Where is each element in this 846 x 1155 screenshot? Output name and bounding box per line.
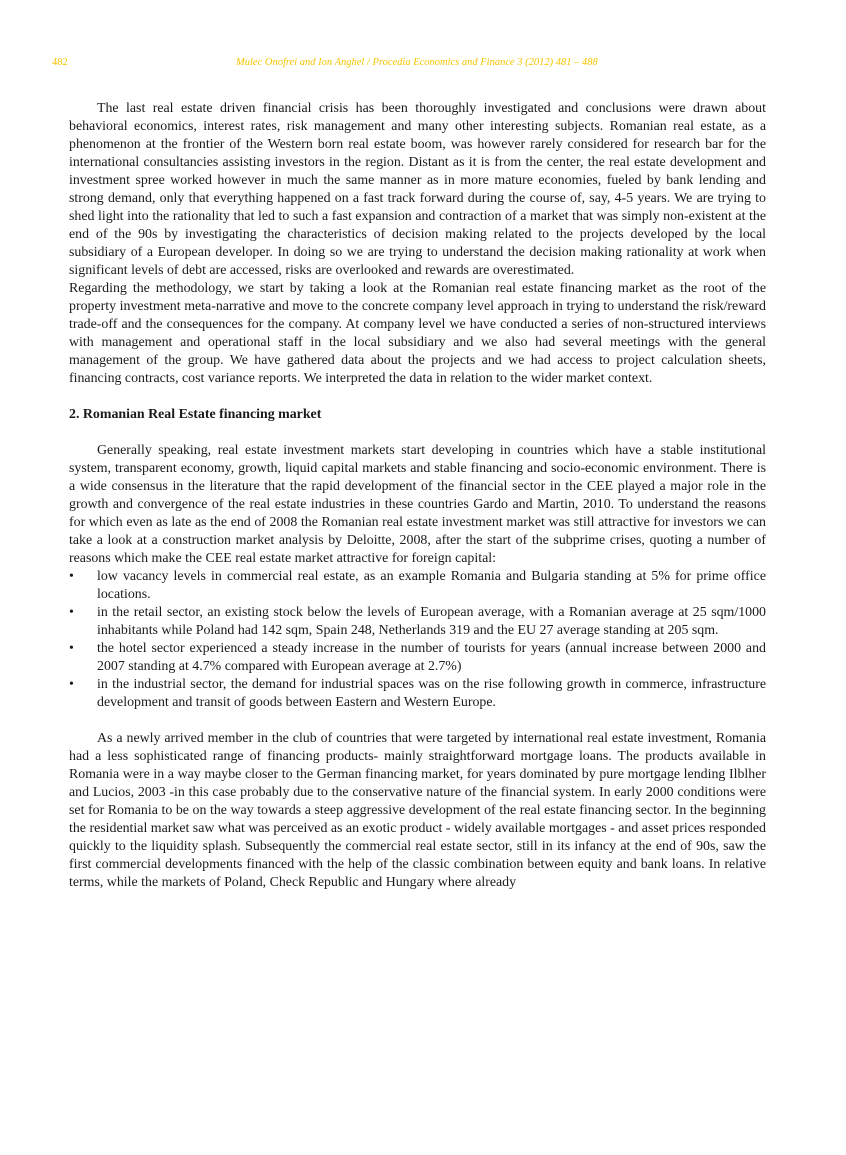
list-item [69,568,766,604]
intro-paragraph-1: The last real estate driven financial crisis has been thoroughly investigated and conclusions were drawn about behavioral economics, interest rates, risk management and many other interesting subjects. Romanian real estate, as a phenomenon at the frontier of the Western born real estate boom, was however rarely considered for research bar for the international consultancies assisting investors in the region. Distant as it is from the center, the real estate development and investment spree worked however in much the same manner as in more mature economies, fueled by bank lending and strong demand, only that everything happened on a fast track forward during the course of, say, 4-5 years. We are trying to shed light into the rationality that led to such a fast expansion and contraction of a market that was simply non-existent at the end of the 90s by investigating the characteristics of decision making related to the projects developed by the local subsidiary of a European developer. In doing so we are trying to understand the decision making rationality at work when significant levels of debt are accessed, risks are overlooked and rewards are overestimated. [69,101,766,278]
spacer [69,424,766,442]
running-title: Mulec Onofrei and Ion Anghel / Procedia Economics and Finance 3 (2012) 481 – 488 [236,57,598,68]
section-heading: 2. Romanian Real Estate financing market [69,407,322,422]
bullet-icon: • [69,641,74,656]
list-item [69,604,766,640]
section-paragraph-1: Generally speaking, real estate investment markets start developing in countries which have a stable institutional system, transparent economy, growth, liquid capital markets and stable financing and socio-economic environment. There is a wide consensus in the literature that the rapid development of the financial sector in the CEE played a major role in the growth and convergence of the real estate industries in these countries Gardo and Martin, 2010. To understand the reasons for which even as late as the end of 2008 the Romanian real estate investment market was still attractive for investors we can take a look at a construction market analysis by Deloitte, 2008, after the start of the subprime crises, quoting a number of reasons which make the CEE real estate market attractive for foreign capital: [69,443,766,566]
list-item-text: low vacancy levels in commercial real estate, as an example Romania and Bulgaria standing at 5% for prime office locations. [97,569,766,602]
section-paragraph-2: As a newly arrived member in the club of countries that were targeted by international real estate investment, Romania had a less sophisticated range of financing products- mainly straightforward mortgage loans. The products available in Romania were in a way maybe closer to the German financing market, for years dominated by pure mortgage lending Ilblher and Lucios, 2003 -in this case probably due to the conservative nature of the financial system. In early 2000 conditions were set for Romania to be on the way towards a steep aggressive development of the real estate financing sector. In the beginning the residential market saw what was perceived as an exotic product - widely available mortgages - and asset prices responded quickly to the liquidity splash. Subsequently the commercial real estate sector, still in its infancy at the end of 90s, saw the first commercial developments financed with the help of the classic combination between equity and bank loans. In relative terms, while the markets of Poland, Check Republic and Hungary where already [69,731,766,890]
list-item [69,640,766,676]
list-item-text: the hotel sector experienced a steady increase in the number of tourists for years (annual increase between 2000 and 2007 standing at 4.7% compared with European average at 2.7%) [97,641,766,674]
bullet-list [69,568,766,712]
bullet-icon: • [69,605,74,620]
spacer [69,712,766,730]
spacer [69,388,766,406]
intro-paragraph-2: Regarding the methodology, we start by taking a look at the Romanian real estate financing market as the root of the property investment meta-narrative and move to the concrete company level approach in trying to understand the risk/reward trade-off and the consequences for the company. At company level we have conducted a series of non-structured interviews with management and operational staff in the local subsidiary and we also had several meetings with the general management of the group. We have gathered data about the projects and we had access to project calculation sheets, financing contracts, cost variance reports. We interpreted the data in relation to the wider market context. [69,281,766,386]
page-number: 482 [52,57,68,68]
running-header [0,57,846,73]
list-item [69,676,766,712]
article-body [69,100,766,892]
bullet-icon: • [69,677,74,692]
bullet-icon: • [69,569,74,584]
list-item-text: in the retail sector, an existing stock below the levels of European average, with a Romanian average at 25 sqm/1000 inhabitants while Poland had 142 sqm, Spain 248, Netherlands 319 and the EU 27 average standing at 205 sqm. [97,605,766,638]
list-item-text: in the industrial sector, the demand for industrial spaces was on the rise following growth in commerce, infrastructure development and transit of goods between Eastern and Western Europe. [97,677,766,710]
